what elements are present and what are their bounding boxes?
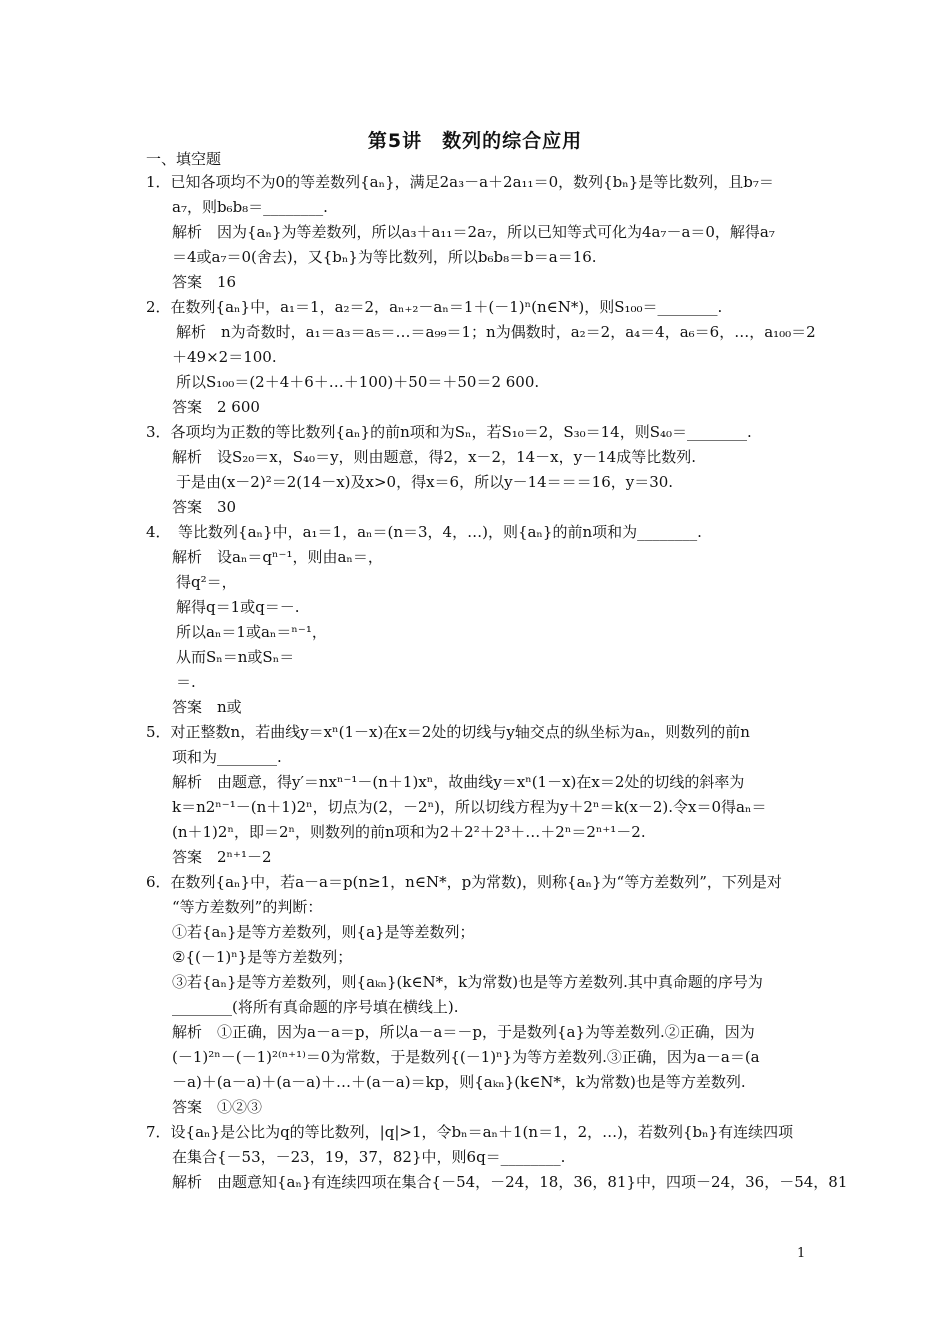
text-line: ＝. [176, 673, 196, 691]
text-line: 得q²＝， [176, 573, 237, 591]
text-line: 答案 16 [172, 273, 237, 291]
text-line: ________(将所有真命题的序号填在横线上). [172, 998, 459, 1016]
text-line: 1．已知各项均不为0的等差数列{aₙ}，满足2a₃－a＋2a₁₁＝0，数列{bₙ}是等比数列，且b₇＝ [146, 173, 774, 191]
text-line: ＝4或a₇＝0(舍去)，又{bₙ}为等比数列，所以b₆b₈＝b＝a＝16. [172, 248, 597, 266]
text-line: 所以S₁₀₀＝(2＋4＋6＋…＋100)＋50＝＋50＝2 600. [176, 373, 540, 391]
text-line: 4． 等比数列{aₙ}中，a₁＝1，aₙ＝(n＝3，4，…)，则{aₙ}的前n项和为________. [146, 523, 702, 541]
text-line: 在集合{－53，－23，19，37，82}中，则6q＝________. [172, 1148, 566, 1166]
text-line: 解析 由题意，得y′＝nxⁿ⁻¹－(n＋1)xⁿ，故曲线y＝xⁿ(1－x)在x＝2处的切线的斜率为 [172, 773, 745, 791]
section-heading: 一、填空题 [146, 150, 222, 168]
text-line: 解得q＝1或q＝－. [176, 598, 300, 616]
text-line: k＝n2ⁿ⁻¹－(n＋1)2ⁿ，切点为(2，－2ⁿ)，所以切线方程为y＋2ⁿ＝k(x－2).令x＝0得aₙ＝ [172, 798, 767, 816]
text-line: －a)＋(a－a)＋(a－a)＋…＋(a－a)＝kp，则{aₖₙ}(k∈N*，k为常数)也是等方差数列. [172, 1073, 746, 1091]
text-line: 2．在数列{aₙ}中，a₁＝1，a₂＝2，aₙ₊₂－aₙ＝1＋(－1)ⁿ(n∈N*)，则S₁₀₀＝________. [146, 298, 723, 316]
text-line: 所以aₙ＝1或aₙ＝ⁿ⁻¹， [176, 623, 327, 641]
text-line: 5．对正整数n，若曲线y＝xⁿ(1－x)在x＝2处的切线与y轴交点的纵坐标为aₙ，则数列的前n [146, 723, 750, 741]
text-line: ＋49×2＝100. [172, 348, 277, 366]
text-line: 从而Sₙ＝n或Sₙ＝ [176, 648, 295, 666]
text-line: ②{(－1)ⁿ}是等方差数列； [172, 948, 353, 966]
text-line: 解析 n为奇数时，a₁＝a₃＝a₅＝…＝a₉₉＝1；n为偶数时，a₂＝2，a₄＝4，a₆＝6，…，a₁₀₀＝2 [176, 323, 816, 341]
text-line: (－1)²ⁿ－(－1)²⁽ⁿ⁺¹⁾＝0为常数，于是数列{(－1)ⁿ}为等方差数列.③正确，因为a－a＝(a [172, 1048, 760, 1066]
text-line: 解析 设S₂₀＝x，S₄₀＝y，则由题意，得2，x－2，14－x，y－14成等比数列. [172, 448, 696, 466]
text-line: (n＋1)2ⁿ，即＝2ⁿ，则数列的前n项和为2＋2²＋2³＋…＋2ⁿ＝2ⁿ⁺¹－2. [172, 823, 646, 841]
text-line: 答案 2ⁿ⁺¹－2 [172, 848, 272, 866]
text-line: ①若{aₙ}是等方差数列，则{a}是等差数列； [172, 923, 475, 941]
text-line: 解析 设aₙ＝qⁿ⁻¹，则由aₙ＝， [172, 548, 383, 566]
text-line: 7．设{aₙ}是公比为q的等比数列，|q|>1，令bₙ＝aₙ＋1(n＝1，2，…)，若数列{bₙ}有连续四项 [146, 1123, 794, 1141]
text-line: 解析 由题意知{aₙ}有连续四项在集合{－54，－24，18，36，81}中，四项－24，36，－54，81 [172, 1173, 848, 1191]
text-line: 解析 ①正确，因为a－a＝p，所以a－a＝－p，于是数列{a}为等差数列.②正确，因为 [172, 1023, 755, 1041]
page-number: 1 [797, 1246, 806, 1261]
text-line: 6．在数列{aₙ}中，若a－a＝p(n≥1，n∈N*，p为常数)，则称{aₙ}为“等方差数列”，下列是对 [146, 873, 782, 891]
text-line: 答案 30 [172, 498, 237, 516]
text-line: 答案 n或 [172, 698, 242, 716]
text-line: 解析 因为{aₙ}为等差数列，所以a₃＋a₁₁＝2a₇，所以已知等式可化为4a₇－a＝0，解得a₇ [172, 223, 775, 241]
text-line: 项和为________. [172, 748, 282, 766]
text-line: “等方差数列”的判断： [172, 898, 323, 916]
text-line: a₇，则b₆b₈＝________. [172, 198, 328, 216]
text-line: 3．各项均为正数的等比数列{aₙ}的前n项和为Sₙ，若S₁₀＝2，S₃₀＝14，则S₄₀＝________. [146, 423, 752, 441]
text-line: 答案 ①②③ [172, 1098, 263, 1116]
text-line: 于是由(x－2)²＝2(14－x)及x>0，得x＝6，所以y－14＝＝＝16，y＝30. [176, 473, 674, 491]
page-title: 第5讲 数列的综合应用 [367, 130, 583, 152]
text-line: ③若{aₙ}是等方差数列，则{aₖₙ}(k∈N*，k为常数)也是等方差数列.其中真命题的序号为 [172, 973, 763, 991]
text-line: 答案 2 600 [172, 398, 260, 416]
